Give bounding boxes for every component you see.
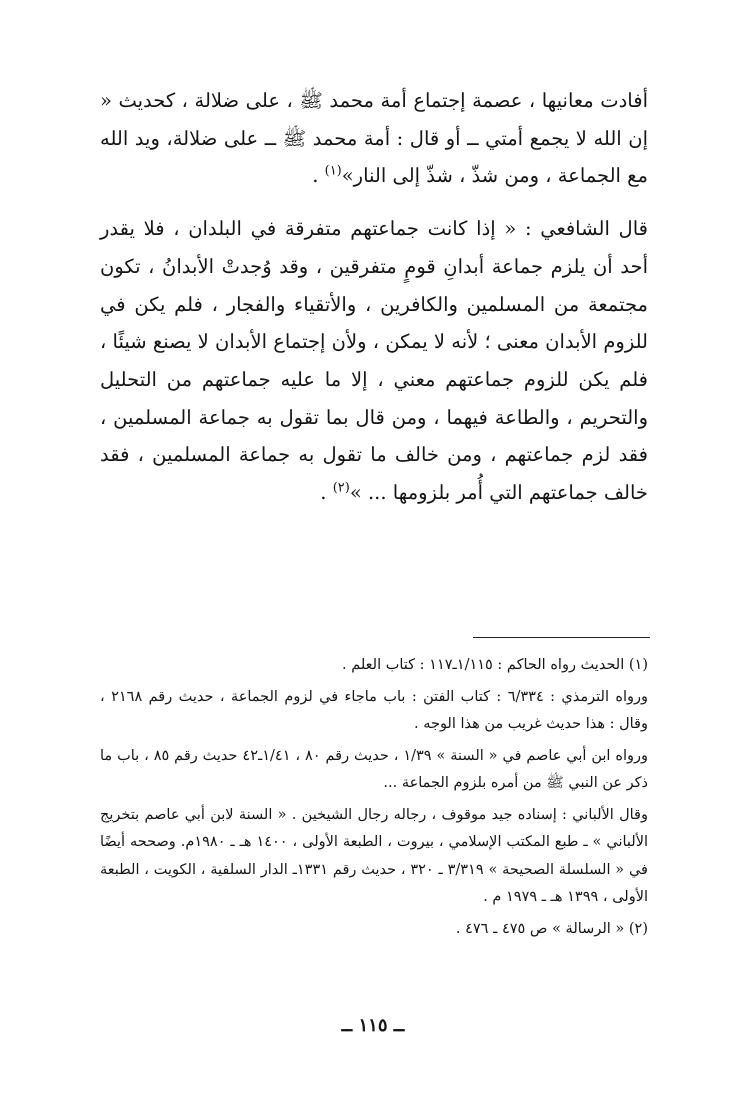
footnote-item	[100, 802, 648, 912]
footnote-number: (١)	[628, 657, 648, 673]
footnote-text: « الرسالة » ص ٤٧٥ ـ ٤٧٦ .	[455, 920, 625, 937]
footnote-number: (٢)	[628, 920, 648, 937]
footnote-text: ورواه الترمذي : ٦/٣٣٤ : كتاب الفتن : باب ماجاء في لزوم الجماعة ، حديث رقم ٢١٦٨ ، وقال : هذا حديث غريب من هذا الوجه .	[100, 688, 648, 732]
paragraph-tail: .	[312, 164, 325, 188]
footnote-item	[100, 652, 648, 680]
footnote-item	[100, 743, 648, 798]
paragraph-text: أفادت معانيها ، عصمة إجتماع أمة محمد ﷺ ، على ضلالة ، كحديث « إن الله لا يجمع أمتي ــ أو قال : أمة محمد ﷺ ــ على ضلالة، ويد الله مع الجماعة ، ومن شذّ ، شذّ إلى النار»	[100, 89, 648, 188]
paragraph-text: قال الشافعي : « إذا كانت جماعتهم متفرقة في البلدان ، فلا يقدر أحد أن يلزم جماعة أبدانِ قومٍ متفرقين ، وقد وُجدتْ الأبدانُ ، تكون مجتمعة من المسلمين والكافرين ، والأتقياء والفجار ، فلم يكن في للزوم الأبدان معنى ؛ لأنه لا يمكن ، ولأن إجتماع الأبدان لا يصنع شيئًا ، فلم يكن للزوم جماعتهم معني ، إلا ما عليه جماعتهم من التحليل والتحريم ، والطاعة فيهما ، ومن قال بما تقول به جماعة المسلمين ، فقد لزم جماعتهم ، ومن خالف ما تقول به جماعة المسلمين ، فقد خالف جماعتهم التي أُمر بلزومها ... »	[100, 217, 648, 505]
footnote-reference[interactable]: (٢)	[332, 480, 350, 496]
footnote-divider	[473, 637, 650, 638]
paragraph-hadith	[100, 82, 648, 195]
paragraph-tail: .	[320, 481, 333, 505]
footnotes	[100, 652, 648, 947]
footnote-item	[100, 916, 648, 944]
paragraph-shafii-quote	[100, 210, 648, 512]
footnote-item	[100, 684, 648, 739]
footnote-text: وقال الألباني : إسناده جيد موقوف ، رجاله رجال الشيخين . « السنة لابن أبي عاصم بتخريج الألباني » ـ طبع المكتب الإسلامي ، بيروت ، الطبعة الأولى ، ١٤٠٠ هـ ـ ١٩٨٠م. وصححه أيضًا في « السلسلة الصحيحة » ٣/٣١٩ ـ ٣٢٠ ، حديث رقم ١٣٣١ـ الدار السلفية ، الكويت ، الطبعة الأولى ، ١٣٩٩ هـ ـ ١٩٧٩ م .	[100, 806, 648, 905]
page-number: ــ ١١٥ ــ	[341, 1015, 405, 1036]
footnote-reference[interactable]: (١)	[324, 163, 342, 179]
footnote-text: ورواه ابن أبي عاصم في « السنة » ١/٣٩ ، حديث رقم ٨٠ ، ١/٤١ـ٤٢ حديث رقم ٨٥ ، باب ما ذكر عن النبي ﷺ من أمره بلزوم الجماعة ...	[100, 747, 648, 791]
footnote-text: الحديث رواه الحاكم : ١/١١٥ـ١١٧ : كتاب العلم .	[341, 657, 625, 673]
main-text	[100, 82, 648, 512]
